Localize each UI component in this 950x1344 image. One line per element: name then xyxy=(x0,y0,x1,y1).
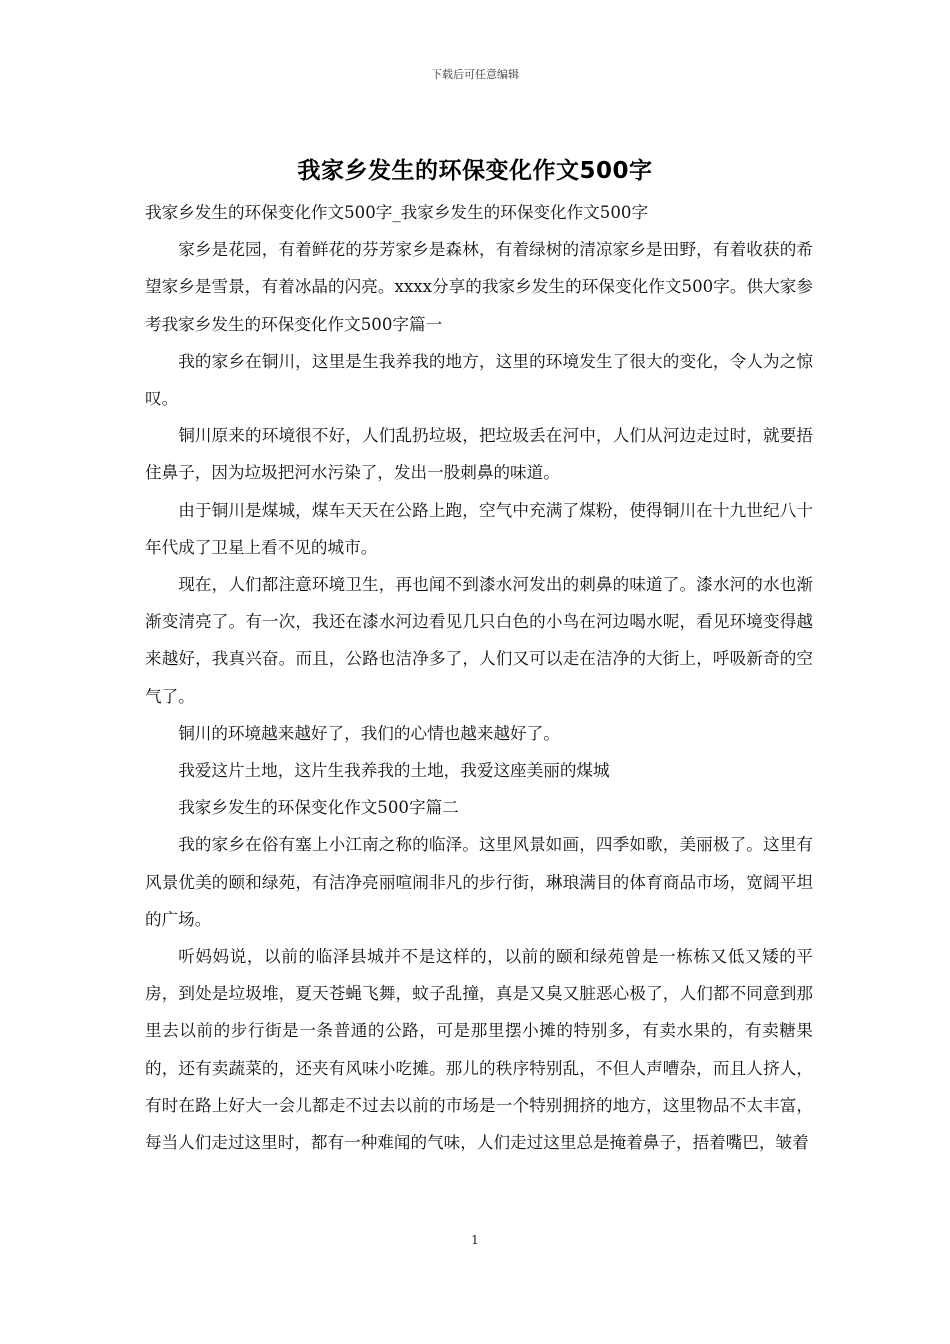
paragraph: 我的家乡在铜川，这里是生我养我的地方，这里的环境发生了很大的变化，令人为之惊叹。 xyxy=(145,351,813,409)
document-title: 我家乡发生的环保变化作文500字 xyxy=(297,158,653,184)
page-header: 下载后可任意编辑 xyxy=(431,68,519,81)
paragraph: 我爱这片土地，这片生我养我的土地，我爱这座美丽的煤城 xyxy=(178,761,610,781)
paragraph: 铜川原来的环境很不好，人们乱扔垃圾，把垃圾丢在河中，人们从河边走过时，就要捂住鼻子，因为垃圾把河水污染了，发出一股刺鼻的味道。 xyxy=(145,426,813,483)
paragraph: 家乡是花园，有着鲜花的芬芳家乡是森林，有着绿树的清凉家乡是田野，有着收获的希望家乡是雪景，有着冰晶的闪亮。xxxx分享的我家乡发生的环保变化作文500字。供大家参考我家乡发生的环保变化作文500字篇一 xyxy=(145,240,813,334)
paragraph: 由于铜川是煤城，煤车天天在公路上跑，空气中充满了煤粉，使得铜川在十九世纪八十年代成了卫星上看不见的城市。 xyxy=(145,500,813,557)
page-number: 1 xyxy=(471,1233,479,1247)
paragraph: 听妈妈说，以前的临泽县城并不是这样的，以前的颐和绿苑曾是一栋栋又低又矮的平房，到处是垃圾堆，夏天苍蝇飞舞，蚊子乱撞，真是又臭又脏恶心极了，人们都不同意到那里去以前的步行街是一条普通的公路，可是那里摆小摊的特别多，有卖水果的，有卖糖果的，还有卖蔬菜的，还夹有风味小吃摊。那儿的秩序特别乱，不但人声嘈杂，而且人挤人，有时在路上好大一会儿都走不过去以前的市场是一个特别拥挤的地方，这里物品不太丰富，每当人们走过这里时，都有一种难闻的气味，人们走过这里总是掩着鼻子，捂着嘴巴，皱着 xyxy=(145,947,813,1153)
section-heading: 我家乡发生的环保变化作文500字篇二 xyxy=(178,798,459,818)
paragraph-subtitle: 我家乡发生的环保变化作文500字_我家乡发生的环保变化作文500字 xyxy=(145,203,649,222)
paragraph: 我的家乡在俗有塞上小江南之称的临泽。这里风景如画，四季如歌，美丽极了。这里有风景优美的颐和绿苑，有洁净亮丽喧闹非凡的步行街，琳琅满目的体育商品市场，宽阔平坦的广场。 xyxy=(145,835,813,929)
paragraph: 铜川的环境越来越好了，我们的心情也越来越好了。 xyxy=(178,723,560,743)
document-body xyxy=(145,194,813,1161)
paragraph: 现在，人们都注意环境卫生，再也闻不到漆水河发出的刺鼻的味道了。漆水河的水也渐渐变清亮了。有一次，我还在漆水河边看见几只白色的小鸟在河边喝水呢，看见环境变得越来越好，我真兴奋。而且，公路也洁净多了，人们又可以走在洁净的大街上，呼吸新奇的空气了。 xyxy=(145,575,813,706)
